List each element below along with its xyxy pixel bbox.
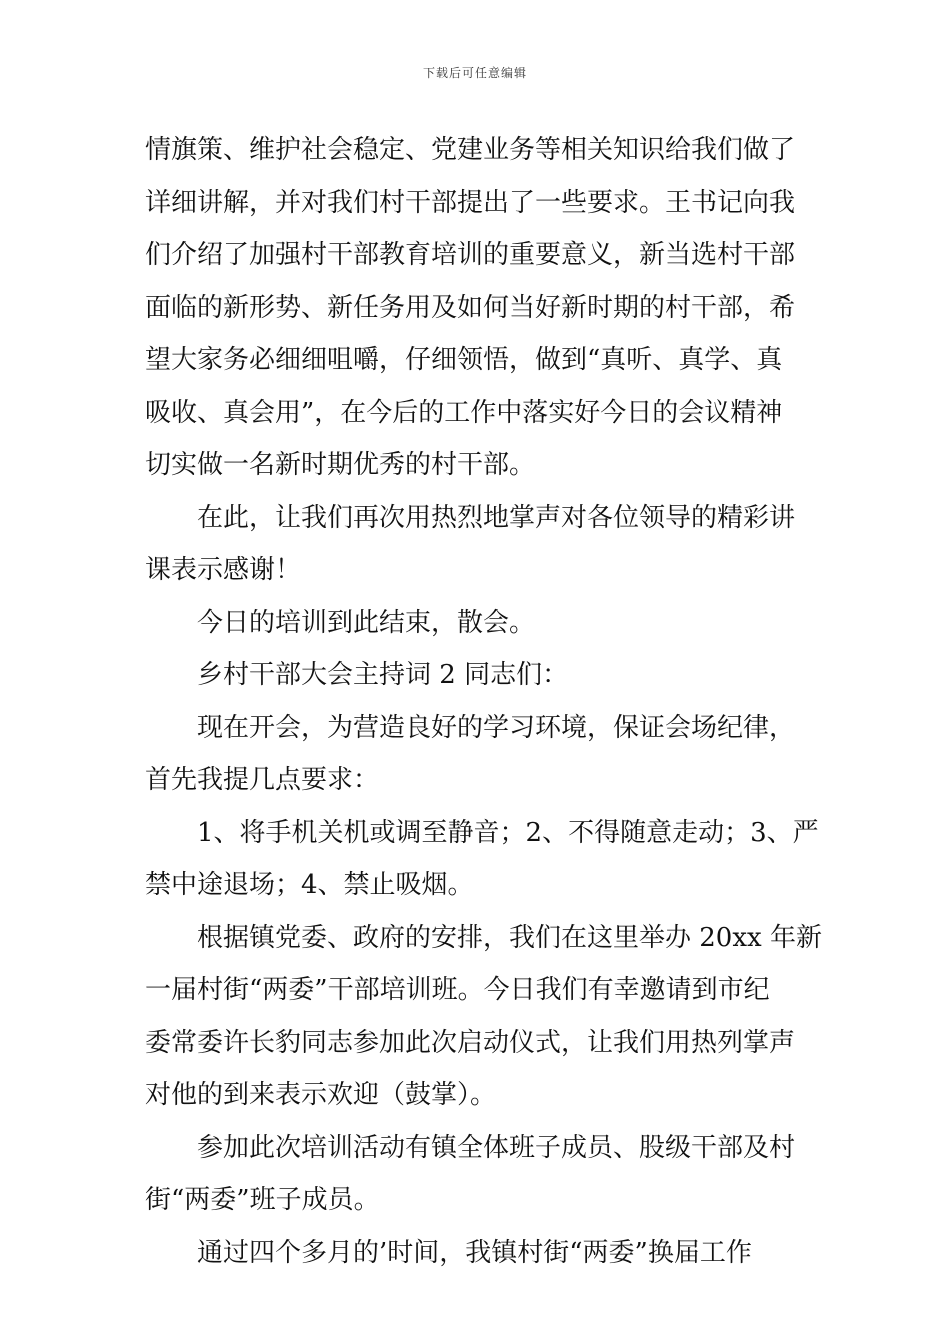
page-header: 下载后可任意编辑 xyxy=(422,66,527,80)
text-line: 现在开会，为营造良好的学习环境，保证会场纪律， xyxy=(197,712,796,743)
text-line: 一届村街“两委”干部培训班。今日我们有幸邀请到市纪 xyxy=(145,975,770,1005)
text-line: 首先我提几点要求： xyxy=(145,765,380,795)
text-line: 1、将手机关机或调至静音；2、不得随意走动；3、严 xyxy=(197,817,819,848)
document-body xyxy=(145,124,822,1279)
text-line: 通过四个多月的’时间，我镇村街“两委”换届工作 xyxy=(197,1237,752,1268)
text-line: 禁中途退场；4、禁止吸烟。 xyxy=(145,870,474,900)
text-line: 在此，让我们再次用热烈地掌声对各位领导的精彩讲 xyxy=(197,502,796,533)
text-line: 吸收、真会用”，在今后的工作中落实好今日的会议精神 xyxy=(145,397,783,428)
text-line: 详细讲解，并对我们村干部提出了一些要求。王书记向我 xyxy=(145,187,796,218)
text-line: 参加此次培训活动有镇全体班子成员、股级干部及村 xyxy=(197,1132,796,1163)
text-line: 们介绍了加强村干部教育培训的重要意义，新当选村干部 xyxy=(145,240,796,270)
text-line: 乡村干部大会主持词 2 同志们： xyxy=(197,660,569,690)
text-line: 街“两委”班子成员。 xyxy=(145,1185,380,1215)
text-line: 望大家务必细细咀嚼，仔细领悟，做到“真听、真学、真 xyxy=(145,345,783,375)
text-line: 今日的培训到此结束，散会。 xyxy=(197,607,536,638)
text-line: 委常委许长豹同志参加此次启动仪式，让我们用热列掌声 xyxy=(145,1027,796,1058)
text-line: 情旗策、维护社会稳定、党建业务等相关知识给我们做了 xyxy=(145,135,796,165)
text-line: 课表示感谢！ xyxy=(145,555,302,585)
text-line: 切实做一名新时期优秀的村干部。 xyxy=(145,450,536,480)
text-line: 面临的新形势、新任务用及如何当好新时期的村干部，希 xyxy=(145,292,796,323)
text-line: 对他的到来表示欢迎（鼓掌）。 xyxy=(145,1080,497,1110)
text-line: 根据镇党委、政府的安排，我们在这里举办 20xx 年新 xyxy=(197,922,822,953)
